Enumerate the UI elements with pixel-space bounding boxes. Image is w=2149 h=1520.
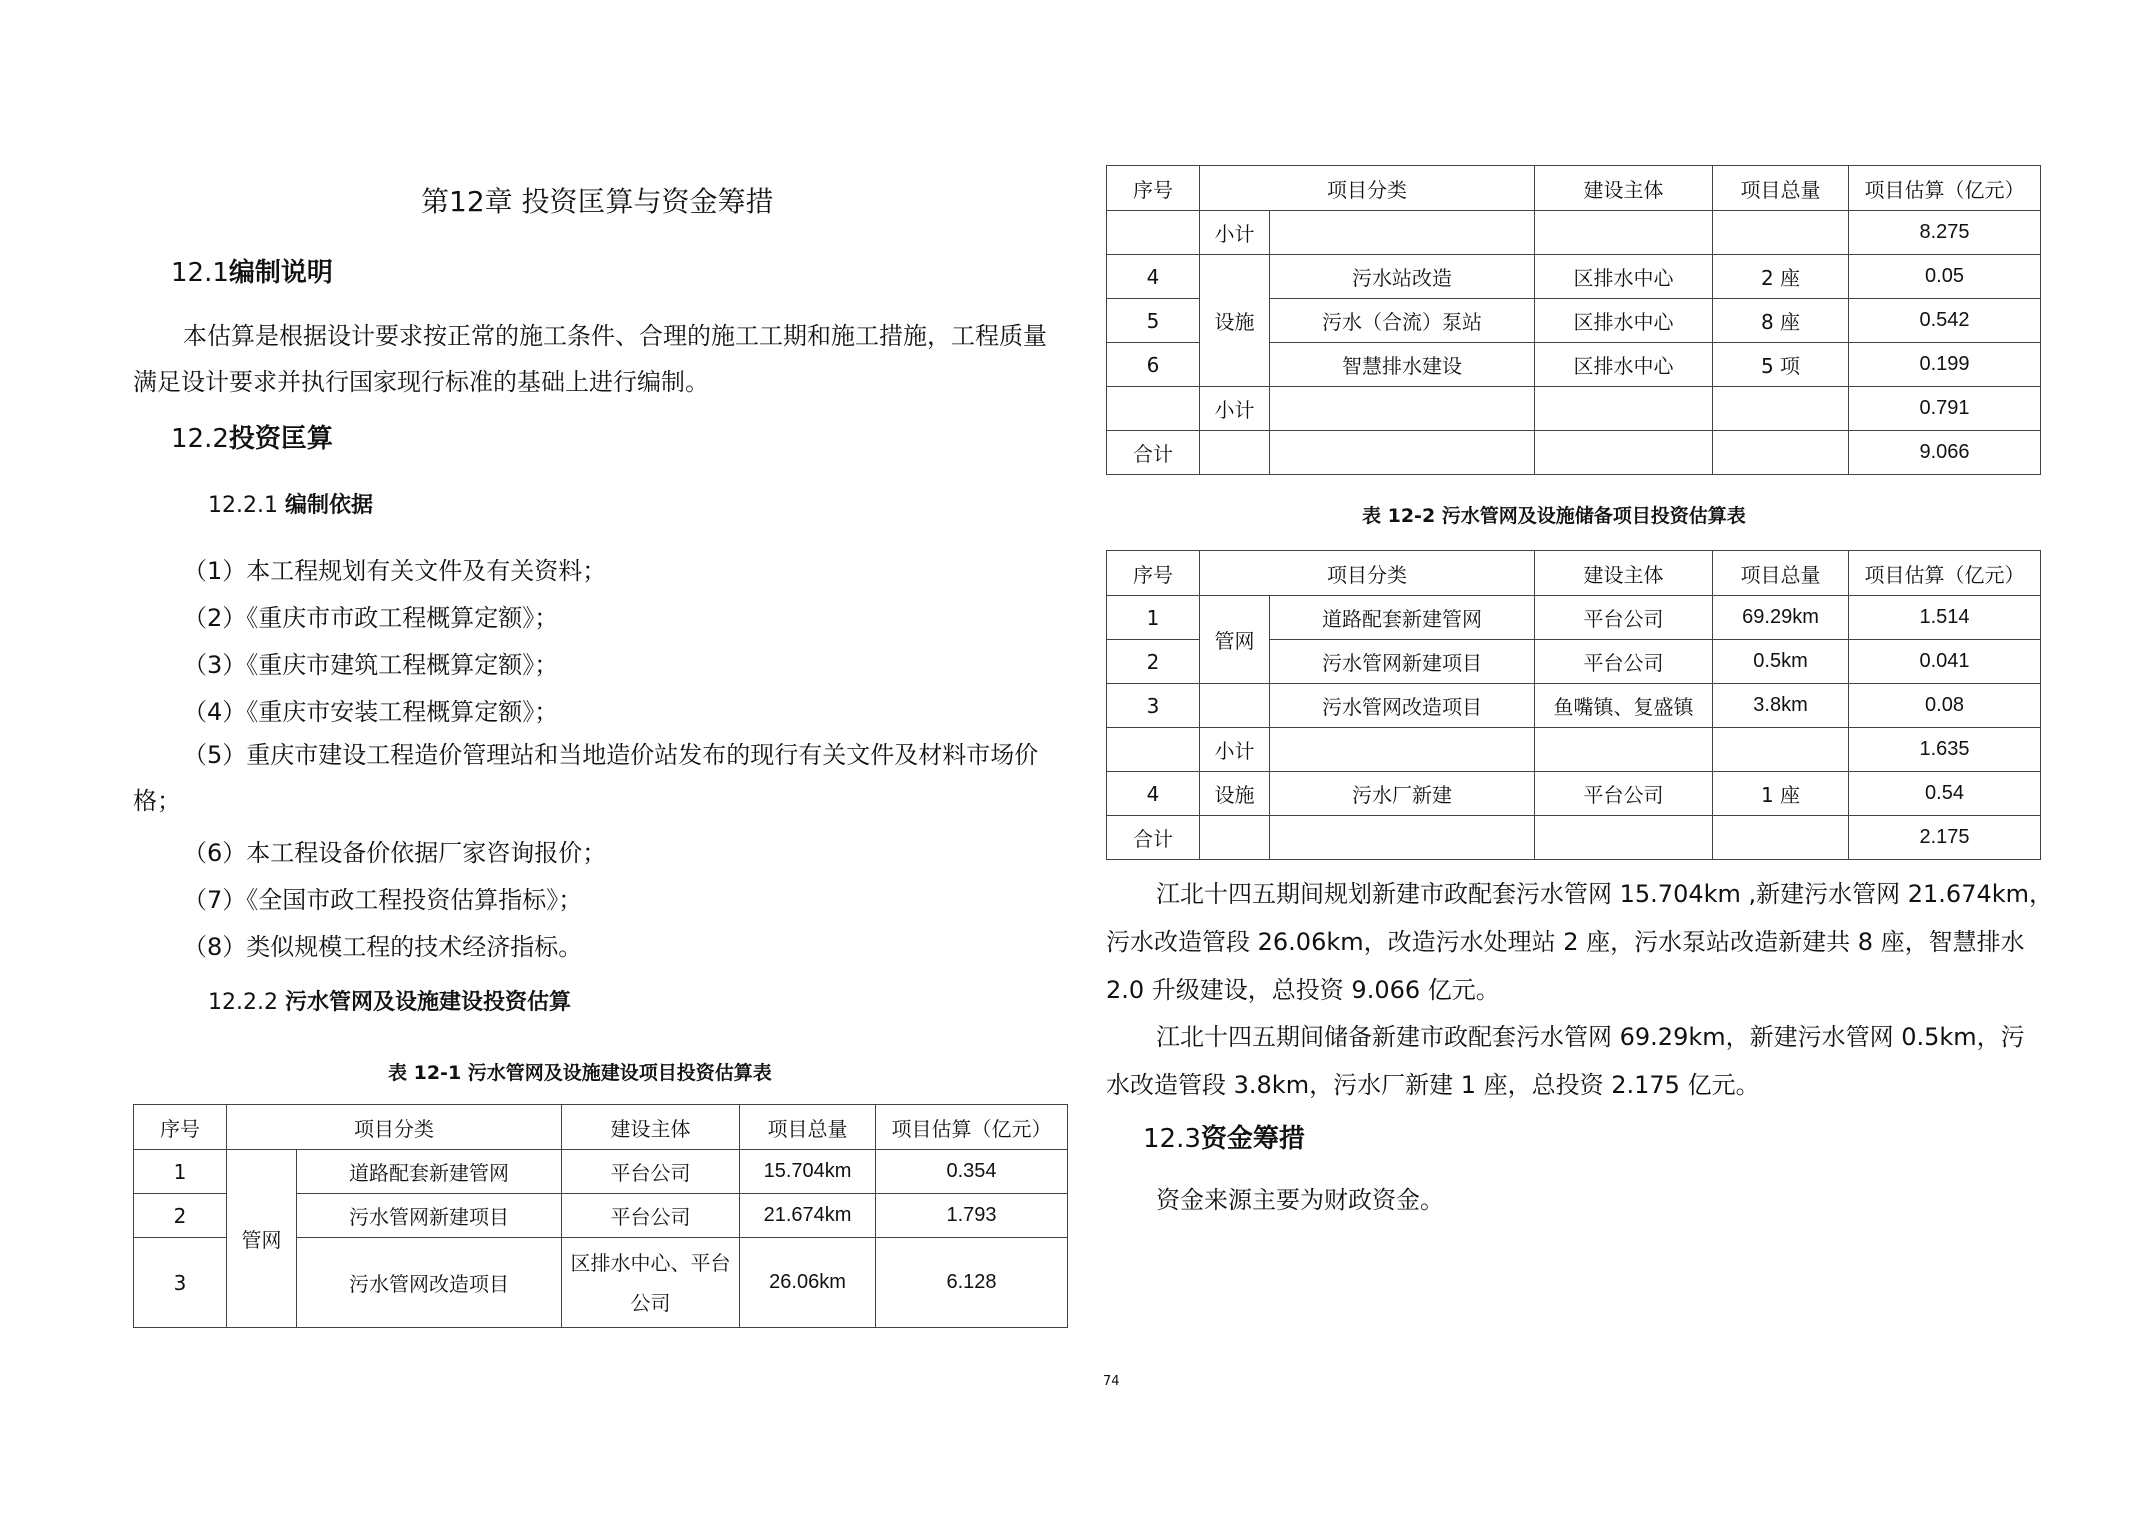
total-row <box>1107 816 2041 860</box>
table-12-2 <box>1106 550 2041 860</box>
header-owner: 建设主体 <box>1535 166 1713 211</box>
table-row <box>1107 596 2041 640</box>
table-row <box>134 1150 1068 1194</box>
table-row <box>1107 684 2041 728</box>
basis-item-5: （5）重庆市建设工程造价管理站和当地造价站发布的现行有关文件及材料市场价格； <box>133 741 1039 815</box>
header-owner: 建设主体 <box>562 1105 740 1150</box>
cell-seq: 5 <box>1107 299 1200 343</box>
section-12-3-paragraph: 资金来源主要为财政资金。 <box>1156 1186 1444 1214</box>
basis-item-7: （7）《全国市政工程投资估算指标》； <box>183 886 583 914</box>
cell-quantity <box>1713 816 1849 860</box>
summary-paragraph-2-line-1: 江北十四五期间储备新建市政配套污水管网 69.29km，新建污水管网 0.5km，污 <box>1156 1023 2025 1051</box>
cell-subtotal-label: 小计 <box>1200 728 1270 772</box>
cell-total-label: 合计 <box>1107 431 1200 475</box>
cell-group: 管网 <box>227 1150 297 1328</box>
cell-owner: 平台公司 <box>562 1150 740 1194</box>
cell-owner <box>1535 816 1713 860</box>
summary-paragraph-2-line-2: 水改造管段 3.8km，污水厂新建 1 座，总投资 2.175 亿元。 <box>1106 1071 1760 1099</box>
cell-estimate: 0.54 <box>1849 772 2041 816</box>
section-number: 12.1 <box>171 258 229 288</box>
basis-item-6: （6）本工程设备价依据厂家咨询报价； <box>183 839 607 867</box>
cell-item: 道路配套新建管网 <box>1270 596 1535 640</box>
section-12-2-2-heading <box>208 985 571 1016</box>
cell-group <box>1200 684 1270 728</box>
cell-owner: 平台公司 <box>1535 596 1713 640</box>
section-title: 资金筹措 <box>1200 1124 1305 1154</box>
section-title: 投资匡算 <box>228 424 333 454</box>
cell-item: 智慧排水建设 <box>1270 343 1535 387</box>
cell-estimate: 1.514 <box>1849 596 2041 640</box>
cell-estimate: 0.791 <box>1849 387 2041 431</box>
cell-item: 污水管网改造项目 <box>1270 684 1535 728</box>
cell-owner <box>1535 387 1713 431</box>
cell-quantity <box>1713 211 1849 255</box>
header-category: 项目分类 <box>1200 166 1535 211</box>
cell-group: 设施 <box>1200 255 1270 387</box>
section-title: 污水管网及设施建设投资估算 <box>284 990 571 1015</box>
cell-owner: 区排水中心 <box>1535 343 1713 387</box>
cell-estimate: 0.05 <box>1849 255 2041 299</box>
cell-quantity: 69.29km <box>1713 596 1849 640</box>
table-header-row <box>1107 166 2041 211</box>
cell-estimate: 1.635 <box>1849 728 2041 772</box>
cell-owner: 区排水中心、平台公司 <box>562 1238 740 1328</box>
cell-quantity <box>1713 728 1849 772</box>
section-12-2-heading <box>171 418 333 455</box>
cell-item <box>1270 431 1535 475</box>
section-title: 编制依据 <box>284 493 373 518</box>
header-estimate: 项目估算（亿元） <box>1849 166 2041 211</box>
section-12-3-heading <box>1143 1118 1305 1155</box>
cell-seq <box>1107 211 1200 255</box>
cell-seq <box>1107 387 1200 431</box>
section-12-2-1-heading <box>208 488 373 519</box>
cell-seq: 3 <box>1107 684 1200 728</box>
cell-owner: 区排水中心 <box>1535 255 1713 299</box>
table-12-2-caption: 表 12-2 污水管网及设施储备项目投资估算表 <box>1362 505 1746 527</box>
cell-item: 污水管网改造项目 <box>297 1238 562 1328</box>
cell-owner <box>1535 431 1713 475</box>
cell-group: 设施 <box>1200 772 1270 816</box>
table-12-1-caption: 表 12-1 污水管网及设施建设项目投资估算表 <box>388 1062 772 1084</box>
cell-item: 道路配套新建管网 <box>297 1150 562 1194</box>
cell-quantity: 0.5km <box>1713 640 1849 684</box>
cell-owner: 平台公司 <box>1535 772 1713 816</box>
summary-paragraph-1-line-2: 污水改造管段 26.06km，改造污水处理站 2 座，污水泵站改造新建共 8 座，智慧排水 <box>1106 928 2025 956</box>
basis-item-1: （1）本工程规划有关文件及有关资料； <box>183 557 607 585</box>
section-12-1-paragraph: 本估算是根据设计要求按正常的施工条件、合理的施工工期和施工措施，工程质量满足设计要求并执行国家现行标准的基础上进行编制。 <box>133 322 1047 396</box>
cell-estimate: 0.041 <box>1849 640 2041 684</box>
cell-owner: 平台公司 <box>562 1194 740 1238</box>
table-header-row <box>134 1105 1068 1150</box>
subtotal-row <box>1107 211 2041 255</box>
chapter-title: 第12章 投资匡算与资金筹措 <box>421 185 774 218</box>
cell-quantity: 3.8km <box>1713 684 1849 728</box>
cell-quantity: 21.674km <box>740 1194 876 1238</box>
header-estimate: 项目估算（亿元） <box>1849 551 2041 596</box>
page-number: 74 <box>1103 1374 1120 1389</box>
cell-item <box>1270 816 1535 860</box>
cell-group: 管网 <box>1200 596 1270 684</box>
cell-seq: 4 <box>1107 255 1200 299</box>
cell-estimate: 6.128 <box>876 1238 1068 1328</box>
cell-quantity: 8 座 <box>1713 299 1849 343</box>
cell-quantity: 2 座 <box>1713 255 1849 299</box>
cell-total-label: 合计 <box>1107 816 1200 860</box>
cell-estimate: 0.08 <box>1849 684 2041 728</box>
cell-item <box>1270 728 1535 772</box>
header-category: 项目分类 <box>227 1105 562 1150</box>
cell-seq <box>1107 728 1200 772</box>
section-number: 12.3 <box>1143 1124 1201 1154</box>
cell-group <box>1200 816 1270 860</box>
header-category: 项目分类 <box>1200 551 1535 596</box>
header-estimate: 项目估算（亿元） <box>876 1105 1068 1150</box>
cell-subtotal-label: 小计 <box>1200 387 1270 431</box>
cell-quantity <box>1713 387 1849 431</box>
section-number: 12.2.2 <box>208 990 278 1015</box>
cell-item: 污水管网新建项目 <box>1270 640 1535 684</box>
cell-quantity: 5 项 <box>1713 343 1849 387</box>
cell-owner <box>1535 728 1713 772</box>
cell-quantity: 1 座 <box>1713 772 1849 816</box>
cell-item: 污水厂新建 <box>1270 772 1535 816</box>
cell-estimate: 2.175 <box>1849 816 2041 860</box>
header-quantity: 项目总量 <box>740 1105 876 1150</box>
summary-paragraph-1-line-3: 2.0 升级建设，总投资 9.066 亿元。 <box>1106 976 1500 1004</box>
cell-seq: 2 <box>1107 640 1200 684</box>
table-header-row <box>1107 551 2041 596</box>
cell-estimate: 0.542 <box>1849 299 2041 343</box>
cell-item: 污水站改造 <box>1270 255 1535 299</box>
cell-seq: 1 <box>134 1150 227 1194</box>
basis-item-3: （3）《重庆市建筑工程概算定额》； <box>183 651 559 679</box>
header-seq: 序号 <box>1107 551 1200 596</box>
cell-quantity: 15.704km <box>740 1150 876 1194</box>
summary-paragraph-1-line-1: 江北十四五期间规划新建市政配套污水管网 15.704km ,新建污水管网 21.674km， <box>1156 880 2054 908</box>
cell-item: 污水（合流）泵站 <box>1270 299 1535 343</box>
cell-owner: 平台公司 <box>1535 640 1713 684</box>
cell-owner: 鱼嘴镇、复盛镇 <box>1535 684 1713 728</box>
cell-item <box>1270 387 1535 431</box>
subtotal-row <box>1107 387 2041 431</box>
header-quantity: 项目总量 <box>1713 166 1849 211</box>
cell-quantity: 26.06km <box>740 1238 876 1328</box>
table-12-1-continued <box>1106 165 2041 475</box>
section-12-1-heading <box>171 252 333 289</box>
cell-estimate: 1.793 <box>876 1194 1068 1238</box>
cell-estimate: 9.066 <box>1849 431 2041 475</box>
cell-item: 污水管网新建项目 <box>297 1194 562 1238</box>
header-owner: 建设主体 <box>1535 551 1713 596</box>
section-number: 12.2 <box>171 424 229 454</box>
section-number: 12.2.1 <box>208 493 278 518</box>
basis-item-2: （2）《重庆市市政工程概算定额》； <box>183 604 559 632</box>
subtotal-row <box>1107 728 2041 772</box>
cell-quantity <box>1713 431 1849 475</box>
table-row <box>1107 772 2041 816</box>
cell-seq: 4 <box>1107 772 1200 816</box>
basis-item-4: （4）《重庆市安装工程概算定额》； <box>183 698 559 726</box>
cell-estimate: 8.275 <box>1849 211 2041 255</box>
header-quantity: 项目总量 <box>1713 551 1849 596</box>
table-row <box>1107 255 2041 299</box>
cell-estimate: 0.199 <box>1849 343 2041 387</box>
basis-item-8: （8）类似规模工程的技术经济指标。 <box>183 933 583 961</box>
cell-item <box>1270 211 1535 255</box>
total-row <box>1107 431 2041 475</box>
cell-subtotal-label: 小计 <box>1200 211 1270 255</box>
cell-estimate: 0.354 <box>876 1150 1068 1194</box>
cell-group <box>1200 431 1270 475</box>
table-12-1 <box>133 1104 1068 1328</box>
cell-seq: 6 <box>1107 343 1200 387</box>
cell-seq: 1 <box>1107 596 1200 640</box>
header-seq: 序号 <box>1107 166 1200 211</box>
header-seq: 序号 <box>134 1105 227 1150</box>
section-title: 编制说明 <box>228 258 333 288</box>
cell-seq: 3 <box>134 1238 227 1328</box>
cell-seq: 2 <box>134 1194 227 1238</box>
cell-owner: 区排水中心 <box>1535 299 1713 343</box>
cell-owner <box>1535 211 1713 255</box>
